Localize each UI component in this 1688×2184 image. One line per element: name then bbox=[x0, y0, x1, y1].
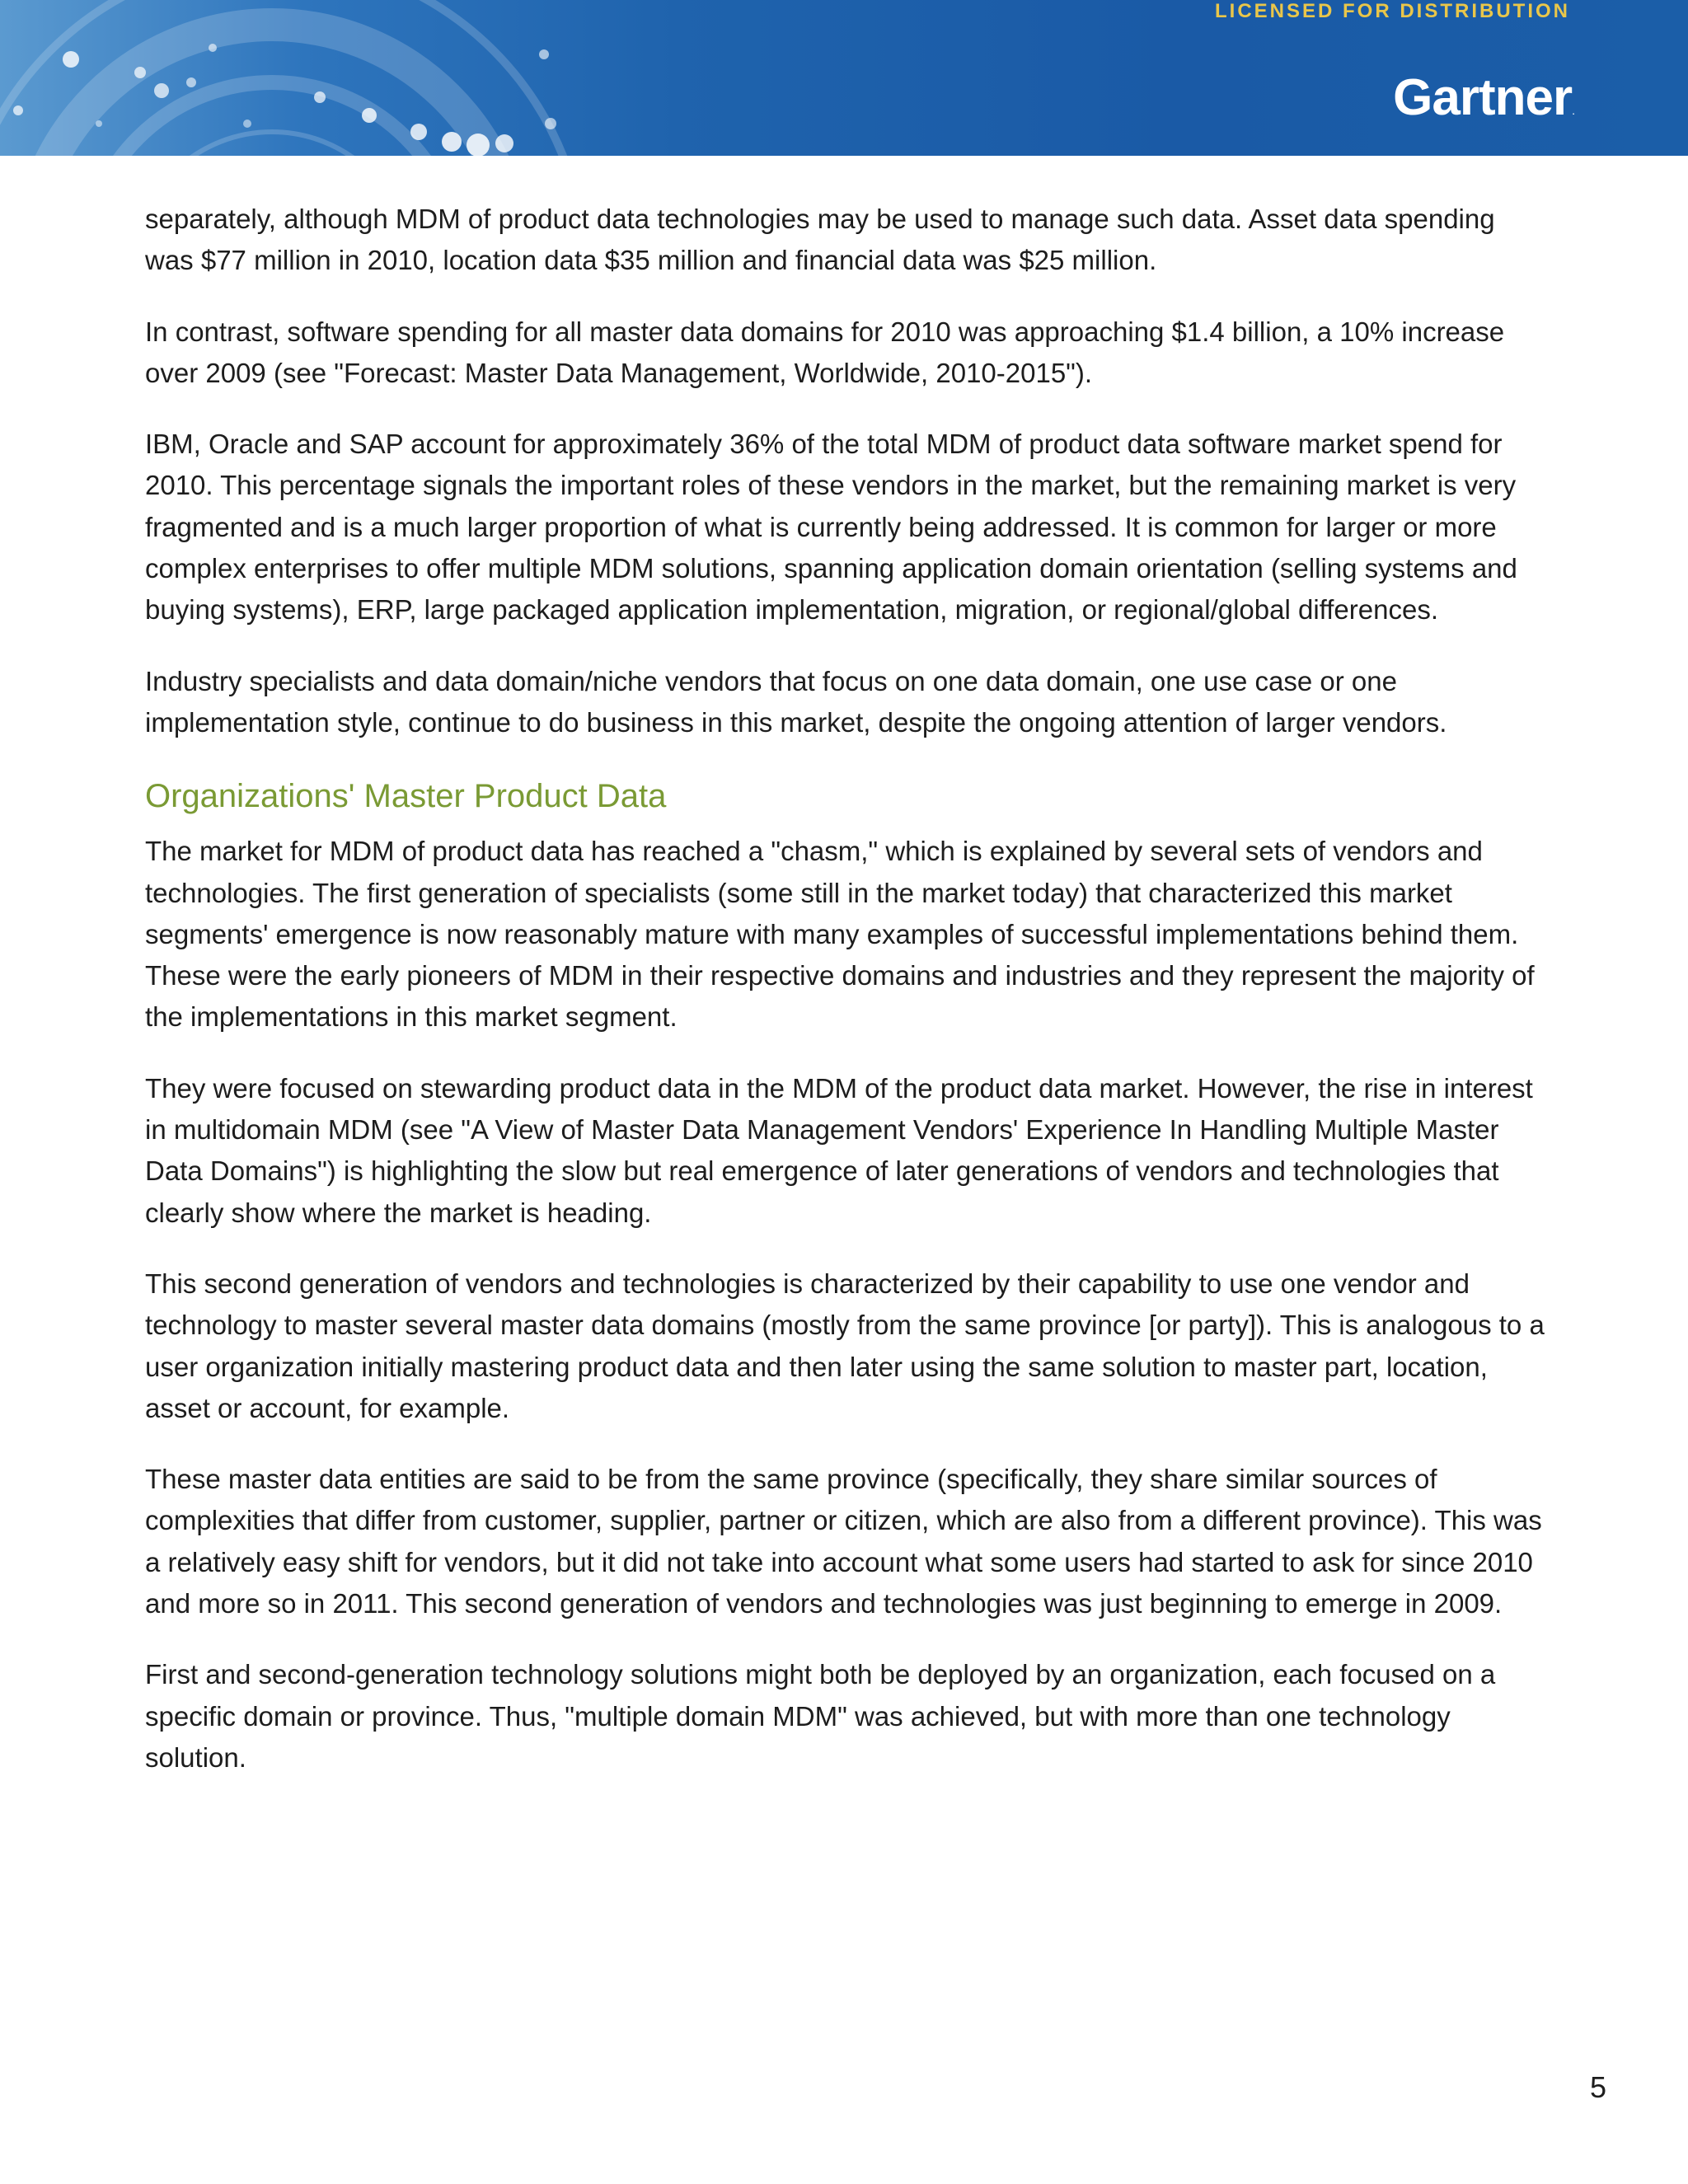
paragraph-7: This second generation of vendors and technologies is characterized by their capability to use one vendor and technology to master several master data domains (mostly from the same province [or party]). This is analogous to a user organization initially mastering product data and then later using the same solution to master part, location, asset or account, for example. bbox=[145, 1268, 1545, 1423]
page-number: 5 bbox=[1589, 2070, 1606, 2104]
paragraph-2: In contrast, software spending for all master data domains for 2010 was approaching $1.4 billion, a 10% increase over 2009 (see "Forecast: Master Data Management, Worldwide, 2010-2015"). bbox=[145, 316, 1505, 388]
paragraph-3: IBM, Oracle and SAP account for approximately 36% of the total MDM of product data software market spend for 2010. This percentage signals the important roles of these vendors in the market, but the remaining market is very fragmented and is a much larger proportion of what is currently being addressed. It is common for larger or more complex enterprises to offer multiple MDM solutions, spanning application domain orientation (selling systems and buying systems), ERP, large packaged application implementation, migration, or regional/global differences. bbox=[145, 429, 1517, 626]
paragraph-8: These master data entities are said to be from the same province (specifically, they share similar sources of complexities that differ from customer, supplier, partner or citizen, which are also from a different province). This was a relatively easy shift for vendors, but it did not take into account what some users had started to ask for since 2010 and more so in 2011. This second generation of vendors and technologies was just beginning to emerge in 2009. bbox=[145, 1464, 1542, 1619]
section-heading: Organizations' Master Product Data bbox=[145, 778, 667, 815]
paragraph-5: The market for MDM of product data has reached a "chasm," which is explained by several sets of vendors and technologies. The first generation of specialists (some still in the market today) that characterized this market segments' emergence is now reasonably mature with many examples of successful implementations behind them. These were the early pioneers of MDM in their respective domains and industries and they represent the majority of the implementations in this market segment. bbox=[145, 836, 1535, 1033]
logo-text: Gartner bbox=[1393, 69, 1573, 126]
logo-mark: . bbox=[1572, 104, 1574, 117]
paragraph-4: Industry specialists and data domain/niche vendors that focus on one data domain, one use case or one implementation style, continue to do business in this market, despite the ongoing attention of larger vendors. bbox=[145, 665, 1447, 738]
license-label: LICENSED FOR DISTRIBUTION bbox=[1214, 0, 1570, 22]
header-banner bbox=[0, 0, 1688, 156]
paragraph-9: First and second-generation technology solutions might both be deployed by an organization, each focused on a specific domain or province. Thus, "multiple domain MDM" was achieved, but with more than one technology solution. bbox=[145, 1659, 1496, 1773]
paragraph-6: They were focused on stewarding product data in the MDM of the product data market. However, the rise in interest in multidomain MDM (see "A View of Master Data Management Vendors' Experience In Handling Multiple Master Data Domains") is highlighting the slow but real emergence of later generations of vendors and technologies that clearly show where the market is heading. bbox=[145, 1072, 1533, 1228]
paragraph-1: separately, although MDM of product data technologies may be used to manage such data. Asset data spending was $77 million in 2010, location data $35 million and financial data was $25 million. bbox=[145, 204, 1495, 276]
gartner-logo bbox=[1393, 69, 1574, 139]
document-body bbox=[145, 199, 1546, 1808]
